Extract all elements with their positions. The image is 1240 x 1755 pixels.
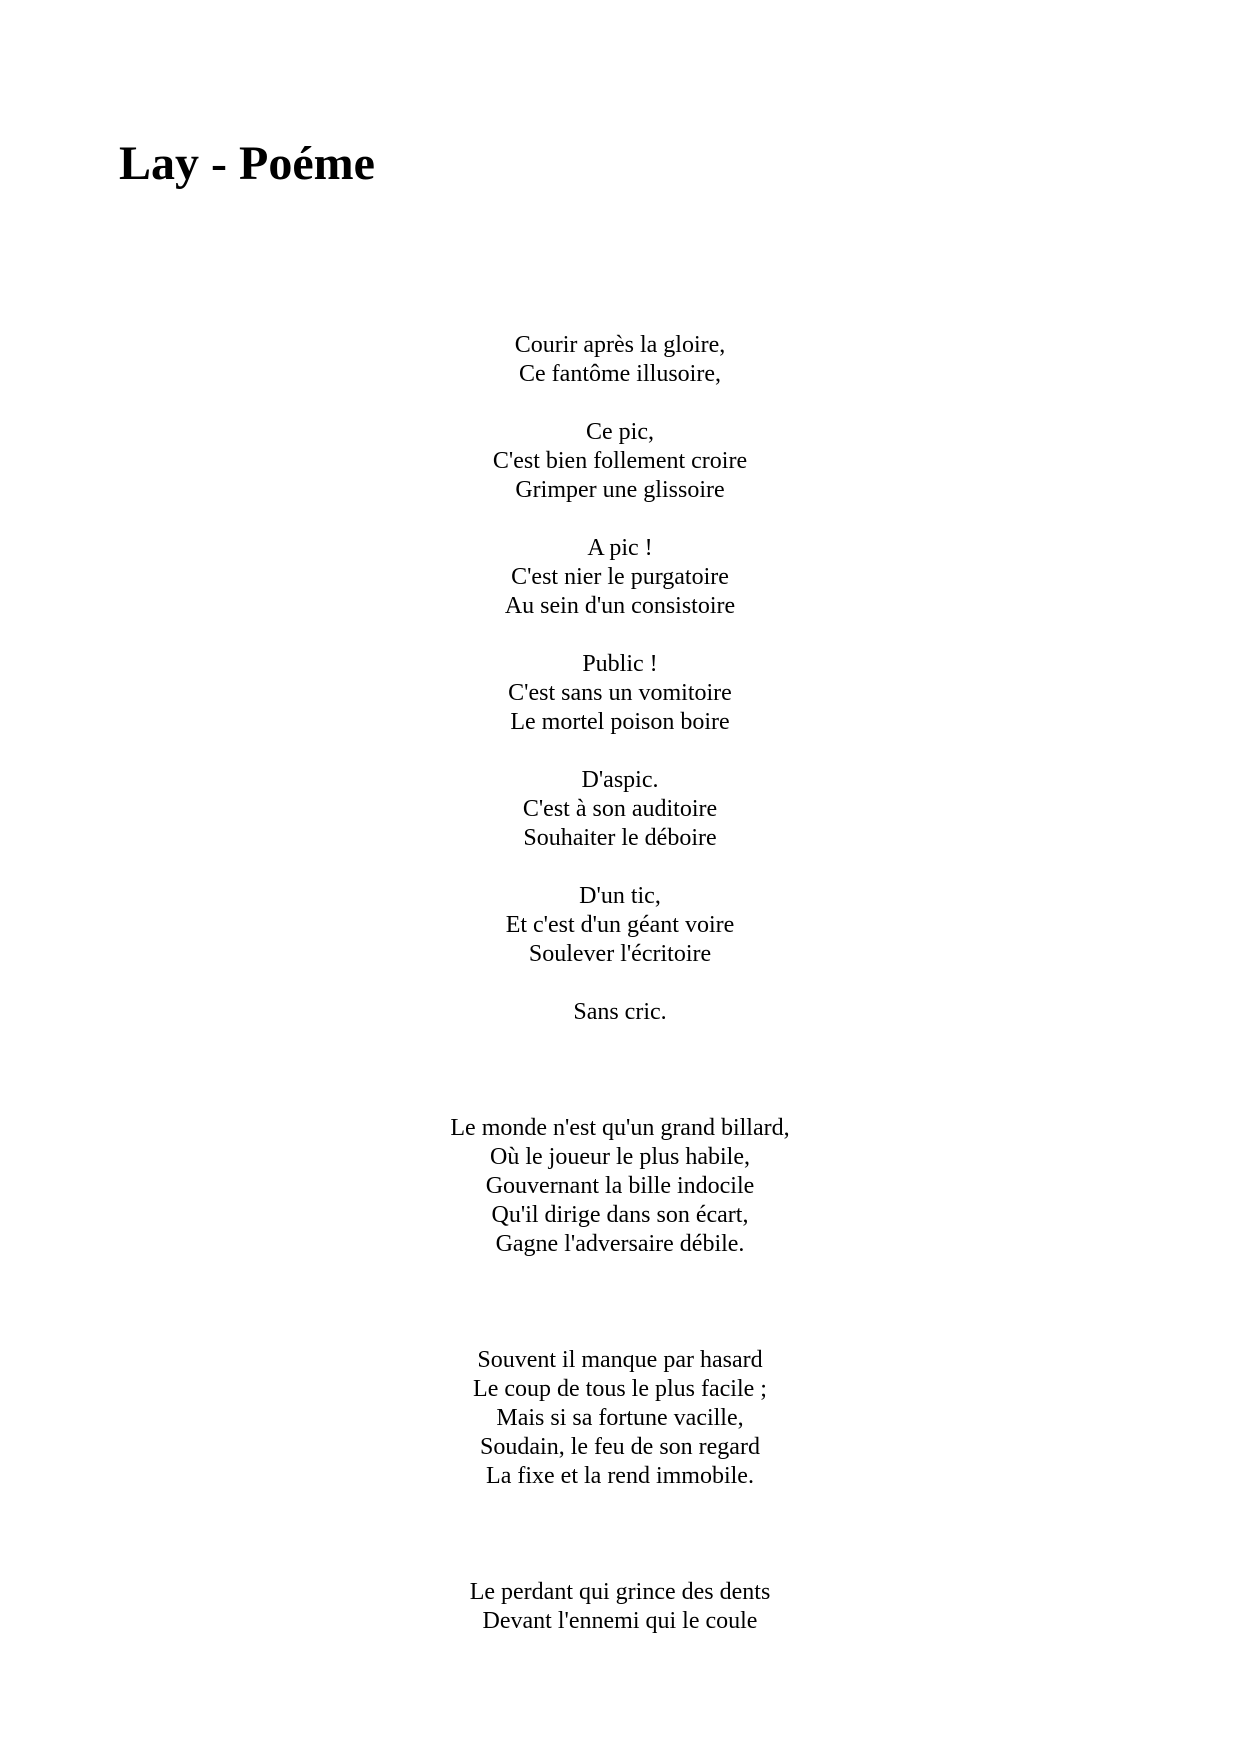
stanza — [0, 1114, 1240, 1259]
verse-line: Soudain, le feu de son regard — [480, 1434, 760, 1460]
verse-line: Le mortel poison boire — [510, 709, 730, 735]
stanza — [0, 998, 1240, 1027]
verse-line: Qu'il dirige dans son écart, — [491, 1202, 749, 1228]
verse-line: A pic ! — [587, 535, 653, 561]
verse-line: Public ! — [582, 651, 658, 677]
verse-line: Gouvernant la bille indocile — [485, 1173, 755, 1199]
stanza — [0, 1346, 1240, 1491]
verse-line: Sans cric. — [573, 999, 667, 1025]
verse-line: D'aspic. — [581, 767, 659, 793]
verse-line: La fixe et la rend immobile. — [486, 1463, 754, 1489]
verse-line: Devant l'ennemi qui le coule — [482, 1608, 758, 1634]
verse-line: Le perdant qui grince des dents — [469, 1579, 771, 1605]
verse-line: Soulever l'écritoire — [528, 941, 712, 967]
stanza — [0, 534, 1240, 621]
stanza — [0, 650, 1240, 737]
verse-line: Le monde n'est qu'un grand billard, — [450, 1115, 790, 1141]
verse-line: Et c'est d'un géant voire — [505, 912, 735, 938]
verse-line: C'est à son auditoire — [522, 796, 718, 822]
verse-line: Souvent il manque par hasard — [477, 1347, 763, 1373]
verse-line: Grimper une glissoire — [515, 477, 725, 503]
page-title: Lay - Poéme — [119, 137, 375, 190]
verse-line: C'est sans un vomitoire — [508, 680, 732, 706]
stanza — [0, 418, 1240, 505]
verse-line: D'un tic, — [579, 883, 661, 909]
verse-line: Gagne l'adversaire débile. — [495, 1231, 745, 1257]
verse-line: Courir après la gloire, — [514, 332, 726, 358]
stanza — [0, 1578, 1240, 1636]
verse-line: Ce fantôme illusoire, — [519, 361, 721, 387]
verse-line: Où le joueur le plus habile, — [490, 1144, 750, 1170]
verse-line: Mais si sa fortune vacille, — [496, 1405, 744, 1431]
stanza — [0, 766, 1240, 853]
stanza — [0, 882, 1240, 969]
verse-line: C'est nier le purgatoire — [511, 564, 729, 590]
verse-line: Le coup de tous le plus facile ; — [473, 1376, 767, 1402]
stanza — [0, 331, 1240, 389]
poem-body — [0, 331, 1240, 1636]
verse-line: Souhaiter le déboire — [523, 825, 717, 851]
verse-line: Ce pic, — [586, 419, 654, 445]
verse-line: C'est bien follement croire — [492, 448, 748, 474]
verse-line: Au sein d'un consistoire — [504, 593, 736, 619]
